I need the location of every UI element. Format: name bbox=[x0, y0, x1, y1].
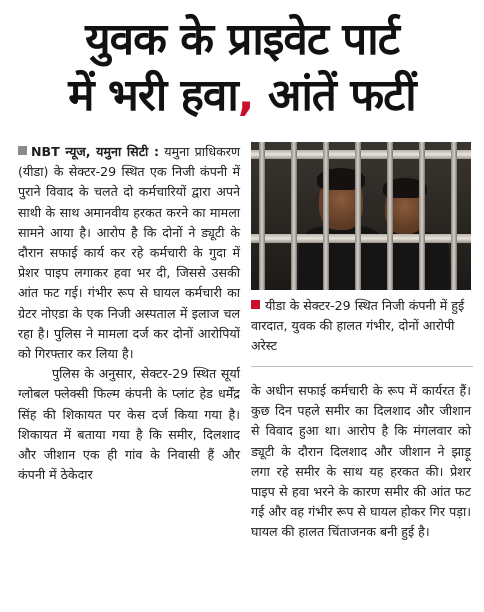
article-paragraph-2: पुलिस के अनुसार, सेक्टर-29 स्थित सूर्या ग्लोबल फ्लेक्सी फिल्म कंपनी के प्लांट हेड धर्मेंद्र सिंह की शिकायत पर केस दर्ज किया गया है। शिकायत में बताया गया है कि समीर, दिलशाद और जीशान एक ही गांव के निवासी हैं और कंपनी में ठेकेदार bbox=[18, 366, 240, 483]
headline-line-2 bbox=[0, 68, 484, 124]
caption-square-icon bbox=[251, 300, 260, 309]
article-dateline: NBT न्यूज, यमुना सिटी : bbox=[31, 144, 159, 159]
caption-divider bbox=[251, 366, 473, 367]
photo-caption bbox=[251, 296, 473, 356]
headline-line-2-part-1: में भरी हवा bbox=[68, 70, 238, 121]
article-paragraph-3: के अधीन सफाई कर्मचारी के रूप में कार्यरत हैं। कुछ दिन पहले समीर का दिलशाद और जीशान से विवाद हुआ था। आरोप है कि मंगलवार को ड्यूटी के दौरान दिलशाद और जीशान ने झाड़ू लगा रहे समीर के साथ यह हरकत की। प्रेशर पाइप से हवा भरने के कारण समीर की आंत फट गई और वह गंभीर रूप से घायल होकर गिर पड़ा। घायल की हालत चिंताजनक बनी हुई है। bbox=[251, 383, 471, 540]
photo-caption-text: यीडा के सेक्टर-29 स्थित निजी कंपनी में हुई वारदात, युवक की हालत गंभीर, दोनों आरोपी अरेस्ट bbox=[251, 298, 465, 353]
article-paragraph-1 bbox=[18, 142, 240, 364]
headline-line-1: युवक के प्राइवेट पार्ट bbox=[85, 14, 399, 65]
article-column-left bbox=[18, 142, 240, 485]
dateline-square-icon bbox=[18, 146, 27, 155]
article-column-right bbox=[251, 381, 471, 543]
article-paragraph-1-text: यमुना प्राधिकरण (यीडा) के सेक्टर-29 स्थित एक निजी कंपनी में पुराने विवाद के चलते दो कर्मचारियों द्वारा अपने साथी के साथ अमानवीय हरकत करने का मामला सामने आया है। आरोप है कि दोनों ने ड्यूटी के दौरान सफाई कार्य कर रहे कर्मचारी के गुदा में प्रेशर पाइप लगाकर हवा भर दी, जिससे उसकी आंत फट गई। गंभीर रूप से घायल कर्मचारी का ग्रेटर नोएडा के एक निजी अस्पताल में इलाज चल रहा है। पुलिस ने मामला दर्ज कर दोनों आरोपियों को गिरफ्तार कर लिया है। bbox=[18, 144, 240, 362]
headline-line-2-part-2: आंतें फटीं bbox=[253, 70, 416, 121]
headline-red-comma: , bbox=[237, 70, 254, 121]
news-photo bbox=[251, 142, 471, 290]
